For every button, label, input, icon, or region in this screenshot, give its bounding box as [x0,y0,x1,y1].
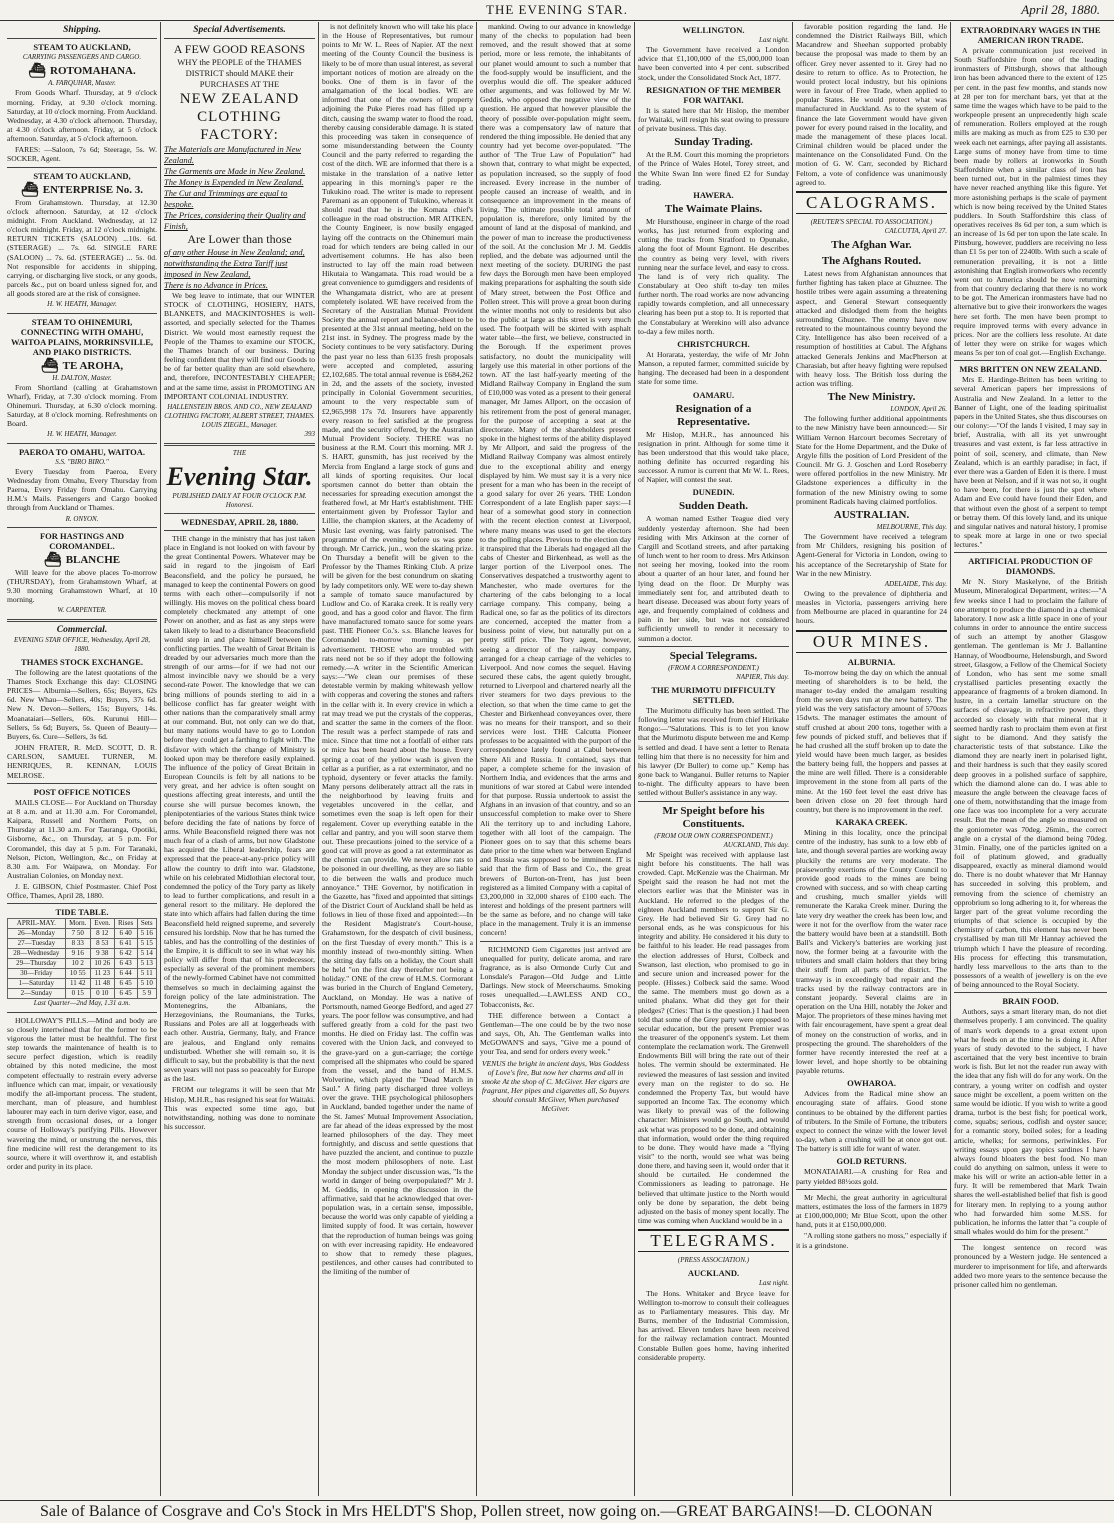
article-text: A private communication just received in South Staffordshire from one of the leading ironmasters of Pittsburgh, shows that although iron has been advanced there to the extent of 125 per cent. in the past few months, and stands now at 28 per ton for merchant bars, yet that at the same time the wages which have to be paid to the workpeople present an unprecedently high scale of remuneration. Rollers employed at the rough mills are making as much as from £25 to £30 per week each net earnings, after paying all assistants. Large sums of money have from time to time been made by rollers at ironworks in South Staffordshire when a similar class of iron has been turned out, but in the palmiest times they have never reached anything like this figure. Yet more astonishing perhaps is the scale of payment which is now being received by the United States puddlers. In South Staffordshire this class of operatives receives 8s 6d per ton, a sum which is an increase of 1s 6d per ton upon the late scale. In Pittsburg, however, puddlers are receiving no less than £1 5s per ton of 2240lb. With such a scale of remuneration prevailing, it is not a little astonishing that English ironworkers who recently went out to America should be now returning from that country declaring that there is no work to be got. The American ironmasters have had no alternative but to give their ironworkers the wages here set forth. The men have been prompt to require improved terms with every advance in prices. Nor are the colliers less resolute. At date of letter they were on strike for wages which means 5s per ton of coal got.—English Exchange. [954,46,1107,358]
tea-ad: THE difference between a Contact a Gentleman—The one could be by the two nose and says, Oh, Ah. The Gentleman walks into McGOWAN'S and says, "Give me a pound of your Tea, and send for orders every week." [480,1010,631,1057]
stock-quotes: The following are the latest quotations of the Thames Stock Exchange this day: CLOSING PRICES— Alburnia—Sellers, 65s; Buyers, 62s 6d. New Whau—Sellers, 40s; Buyers, 37s 6d. New N. Devon—Sellers, 15s; Buyers, 14s. Moanataiari—Sellers, 60s. Kurunui Hill—Sellers, 5s 6d; Buyers, 5s. Queen of Beauty—Buyers, 6s. Cure—Sellers, 3s 6d. [7,667,157,741]
tide-cell: 28—Wednesday [8,949,66,959]
section-heading: Mr Speight before his Constituents. [662,804,765,830]
telegram-text: The Government have received a London advice that £1,100,000 of the £5,000,000 loan have been converted into 4 per cent. subscribed stock, under the Consolidated Stock Act, 1877. [638,45,789,82]
sailing-times: Every Tuesday from Paeroa, Every Wednesday from Omahu, Every Thursday from Paeroa, Every Friday from Omahu. Carrying H.M.'s Mails. Passengers and Cargo booked through from Auckland or Thames. [7,466,157,513]
tide-column-header: Morn. [65,919,90,929]
section-source: (FROM A CORRESPONDENT.) [668,663,759,672]
divider [7,443,157,444]
telegram-text: Mr Hursthouse, engineer in charge of the road works, has just returned from exploring and cutting the tracks from Stratford to Opunake, along the foot of Mount Egmont. He describes the country as being very level, with rivers running near the surface level, and easy to cross. The land is of very rich quality. The Constabulary at Oeo shift to-day ten miles further north. The road works are now advancing rapidly towards completion, and all unnecessary clearing has been put a stop to. It is reported that the Constabulary at Werekino will also advance to-day a few miles north. [638,216,789,336]
cable-heading: The New Ministry. [827,391,916,404]
tide-cell: 8 33 [65,939,90,949]
article-text: Mrs E. Hardinge-Britten has been writing to several American papers her impressions of Australia and New Zealand. In a letter to the Banner of Light, one of the leading spiritualist papers in the United States, she thus discourses on our colony:—"Of the lands I visited, I may say in brief, Australia, with all its yet unwrought treasures and vast extent, is far less attractive in point of soil, scenery, and climate, than New Zealand, which is an earthly paradise; in fact, if ever there was a Garden of Eden it is there. I must have been at Nelson, and if it was not so, it ought to have been, for there is just the spot where Adam and Eve could have found their Eden, and that without even the ghost of a serpent to tempt or betray them. Of this lovely land, and its unique and singular natives and natural history, I promise to speak more at large in one or two special lectures." [954,375,1107,550]
section-source: (PRESS ASSOCIATION.) [677,1256,750,1265]
ship-master: H. DALTON, Master. [52,373,112,382]
ad-number: 393 [304,430,315,439]
telegram-text: A woman named Esther Teague died very suddenly yesterday afternoon. She had been residing with Mrs Atkinson at the corner of Cargill and Scotland streets, and after partaking of lunch went to her room to dress. Mrs Atkinson not seeing her moving, looked into the room about a quarter of an hour later, and found her lying dead on the floor. Dr Murphy was immediately sent for, and attributed death to heart disease. Deceased was about forty years of age, and frequently complained of coldness and pain in her side, but was not considered sufficiently unwell to render it necessary to summon a doctor. [638,514,789,643]
divider [7,313,157,314]
tide-cell: 6 42 [114,949,137,959]
telegram-text: At the R.M. Court this morning the proprietors of the Prince of Wales Hotel, Torey street, and the White Swan Inn were fined £2 for Sunday trading. [638,150,789,187]
tide-cell: 26—Monday [8,929,66,939]
telegram-text: At Horarata, yesterday, the wife of Mr John Manson, a reputed farmer, committed suicide by hanging. The deceased had been in a despondent state for some time. [638,349,789,387]
masthead [0,0,1114,21]
dateline: DUNEDIN. [692,487,735,498]
tide-cell: 10 26 [90,959,114,969]
divider [7,527,157,528]
issue-date: April 28, 1880. [1021,2,1100,17]
steamer-icon: ⛴ [40,358,59,374]
filler-paragraph: Mr Mechi, the great authority in agricultural matters, estimates the loss of the farmers in 1879 at £100,000,000; Mr Blue Scott, upon the other hand, puts it at £150,000,000. [796,1192,947,1230]
paper-nameplate: Evening Star. [166,461,313,491]
article-heading: BRAIN FOOD. [1002,996,1059,1007]
dateline-time: CALCUTTA, April 27. [884,226,947,235]
dateline: OAMARU. [692,389,735,400]
tide-cell: 5 14 [137,949,157,959]
ad-title: FOR HASTINGS AND COROMANDEL. [39,530,125,551]
section-heading: OUR MINES. [796,630,947,653]
sailing-times: From Grahamstown. Thursday, at 12.30 o'clock afternoon. Saturday, at 12 o'clock midnight. From Auckland. Wednesday, at 12 o'clock midnight. Friday, at 12 o'clock midnight. RETURN TICKETS (SALOON) ...10s. 6d. (STEERAGE) ... 7s. 6d. SINGLE FARE (SALOON) ... 7s. 6d. (STEERAGE) ... 5s. 0d. Not responsible for accidents in shipping, carrying, or discharging live stock, or any goods, parcels &c., put on board unless signed for, and all goods stored are at the risk of consignee. [7,197,157,299]
ship-master: A. FARQUHAR, Master. [48,79,116,88]
ad-title: STEAM TO AUCKLAND, [33,170,131,181]
page-columns [4,22,1110,1496]
divider [954,360,1107,361]
moon-phase-note: Last Quarter—2nd May, 1.31 a.m. [33,999,131,1008]
mine-heading: KARAKA CREEK. [835,817,908,828]
fares: FARES: —Saloon, 7s 6d; Steerage, 5s. W. SOCKER, Agent. [7,145,157,164]
ad-title: STEAM TO AUCKLAND, [33,42,131,52]
ad-subtitle: CARRYING PASSENGERS AND CARGO. [22,53,142,61]
newspaper-title: THE EVENING STAR. [486,2,628,17]
tide-column-header: Even. [90,919,114,929]
tide-cell: 5 16 [137,929,157,939]
tide-cell: 5 9 [137,989,157,999]
agent: R. ONYON. [65,514,99,523]
steamer-icon: ⛴ [28,64,47,80]
telegram-heading: Sunday Trading. [674,136,753,149]
tide-column-header: APRIL-MAY. [8,919,66,929]
column-local-news [318,22,476,1496]
tobacconist-ad: RICHMOND Gem Cigarettes just arrived are unequalled for purity, delicate aroma, and rare fragrance, as is also Ormonde Curly Cut and Lonsdale's Paragon—Old Judge and Little Darlings. New stock of Meerschaums. Smoking roses unequalled.—LAWLESS AND CO., Tobacconists, &c. [480,944,631,1009]
cable-text: Owing to the prevalence of diphtheria and measles in Victoria, passengers arriving here from Melbourne are placed in quarantine for 24 hours. [796,588,947,626]
tide-column-header: Rises [114,919,137,929]
tide-row [8,939,157,949]
divider [164,443,315,446]
dateline-time: AUCKLAND, This day. [723,840,789,849]
tide-cell: 5 11 [137,969,157,979]
tide-table [7,918,157,999]
sailing-times: From Goods Wharf. Thursday, at 9 o'clock morning. Friday, at 9.30 o'clock morning. Saturday, at 10 o'clock morning. From Auckland. Wednesday, at 4.30 o'clock afternoon. Thursday, at 4.30 o'clock afternoon. Friday, at 5 o'clock afternoon. Saturday, at 5 o'clock afternoon. [7,88,157,144]
telegram-text: The Hons. Whitaker and Bryce leave for Wellington to-morrow to consult their colleagues as to Parliamentary measures. This day. Mr Burns, member of the Industrial Commission, has arrived. Eleven tenders have been received for the railway reclamation contract. Mounted Constable Bullen goes home, having inherited considerable property. [638,1288,789,1362]
section-source: (REUTER'S SPECIAL TO ASSOCIATION.) [810,217,933,226]
divider [7,783,157,784]
tide-cell: 6 45 [114,979,137,989]
divider [954,552,1107,553]
tide-column-header: Sets [137,919,157,929]
mine-report: MONATAIARI.—A crushing for Rea and party yielded 88½ozs gold. [796,1167,947,1186]
tide-row [8,969,157,979]
local-paragraphs: is not definitely known who will take his place in the House of Representatives, but rumour points to Mr W. L. Rees of Napier. AT the next meeting of the County Council the business is likely to be of more than usual interest, as several important notices of motion are already on the books. One of them is in favor of the amalgamation of the local bodies. WE are informed that one of the owners of property adjoining the Puke Pieres road has filled up a ditch, causing the swamp water to flood the road, thereby causing considerable damage. It is stated this proceeding was taken in consequence of some misunderstanding between the County Council and the party referred to regarding the cost of the ditch. WE are informed that there is a mistake in the translation of a native letter appearing in this morning's paper re the Tukukino road. The writer is made to represent Paremani as an opponent of Tukukino, whereas it should read that he is the Komata chief's colleague in the road obstruction. MR AITKEN, the County Engineer, is now busily engaged laying off the contracts on the Ohinemuri main road for which tenders are being called in our advertisement columns. He has also been instructed to lay off the main road between Hikutaia to Wangamata. This road would be a great convenience to gumdiggers and residents of the Whangamata district, who are at present completely isolated. WE have received from the Secretary of the Australian Mutual Provident Society the annual report and balance-sheet to be presented at the 31st annual meeting, held on the 21st inst. in Sydney. The progress made by the Society continues to be very satisfactory. During the past year no less than 6135 fresh proposals were accepted and completed, assuring £2,102,685. The total annual revenue is £684,262 in 2d, and the assets of the society, invested principally in Colonial Government securities, amount to the very respectable sum of £2,965,998 17s 7d. Insurers have apparently every reason to feel satisfied at the progress made, and the security offered, by the Australian Mutual Provident Society. THERE was no business at the R.M. Court this morning. MR J. S. HART, gunsmith, has just received by the Mercia from England a large stock of guns and all kinds of sporting requisites. Our local sportsmen cannot do better than obtain the necessaries for spreading execution amongst the feathered fowl, at Mr Hart's establishment. THE entertainment given by Professor Taylor and Lillie, the champion skaters, at the Academy of Music last evening, was fairly patronised. The programme of the evening before us was gone through. Mr Carrick, jun., won the skating prize. On Thursday a benefit will be given to the Professor by the Thames Rinking Club. A prize will be given for the best conundrum on skating by lady competitors only. WE were to-day shewn a sample of tomato sauce manufactured by Ludlow and Co. of Karaka creek. It is really very good, and has a good color and flavor. The firm have manufactured tomato sauce for some years past. THE Pioneer Co.'s. s.s. Blanche leaves for Coromandel to-morrow morning as per advertisement. THOSE who are troubled with rats need not be so if they adopt the following remedy.—A writer in the Scientific American says:—"We clean our premises of these detestable vermin by making whitewash yellow with copperas and covering the stones and rafters in the cellar with it. In every crevice in which a rat may tread we put the crystals of the copperas, and scatter the same in the corners of the floor. The result was a perfect stampede of rats and mice. Since that time not a footfall of either rats or mice has been heard about the house. Every spring a coat of the yellow wash is given the cellar as a purifier, as a rat exterminator, and no typhoid, dysentery or fever attacks the family. Many persons deliberately attract all the rats in the neighborhood by leaving fruits and vegetables uncovered in the cellar, and sometimes even the soap is left open for their regalement. Cover up everything eatable in the cellar and pantry, and you will soon starve them out. These precautions joined to the service of a good cat will prove as good a rat exterminator as the chemist can provide. We never allow rats to be poisoned in our dwelling, as they are so liable to die between the walls and produce much annoyance." THE Governor, by notification in the Gazette, has "fixed and appointed that sittings of the District Court of Auckland shall be held as follows in lieu of those fixed and appointed:—In the Resident Magistrate's Court-house, Grahamstown, for the despatch of civil business, on the first Tuesday of every month." This is a monthly instead of two-monthly sitting. When the sitting day falls on a holiday, the Court shall be held "on the first day thereafter not being a holiday." ONE of the crew of H.M.S. Cormorant was buried in the Church of England Cemetery, Auckland, on Monday. He was a native of Portsmouth, named George Bedford, and aged 27 years. The poor fellow was consumptive, and had suffered greatly from a cold for the past two months. He died on Friday last. The coffin was covered with the Union Jack, and conveyed to the grave-yard on a gun-carriage; the cortège comprised all the shipmates who could be spared from the vessel, and the band of H.M.S. Wolverine, which played the "Dead March in Saul." A firing party discharged three volleys over the grave. THE psychological philosophers in Auckland, banded together under the name of the St. James' Mutual Improvement Association, are far ahead of the ideas expressed by the most learned philosophers of the day. They meet fortnightly, and discuss and settle questions that have puzzled the ancient, and continue to puzzle the most modern philosophers of note. Last Monday the subject under discussion was, "Is the world in danger of being overpopulated?" Mr J. M. Geddis, in opening the discussion in the affirmative, said that he acknowledged that over-population was, in a certain sense, impossible, because the world was only capable of yielding a limited supply of food. It was certain, however that the reproduction of human beings was going on with ever increasing rapidity. He endeavored to show that to remedy these plagues, pestilences, and other causes had contributed to the limiting of the number of [322,22,473,1277]
divider [7,167,157,168]
tide-cell: 10 2 [65,959,90,969]
mine-heading: GOLD RETURNS. [836,1156,907,1167]
telegram-text: It is stated here that Mr Hislop, the member for Waitaki, will resign his seat owing to pressure of private business. This day. [638,105,789,134]
mine-report: To-morrow being the day on which the annual meeting of shareholders is to be held, the manager to-day ended the amalgam resulting from the seven days run at the new battery. The yield was the very satisfactory amount of 570ozs 15dwts. The manager estimates the amount of stuff crushed at about 200 tons, together with a few pounds of picked stuff, and believes that if he had crushed all the stuff broken up to date the yield would have been much larger, as besides the battery being full, the hoppers and passes at the mine are well filled. There is a considerable improvement in the stone from all parts of the mine. At the 160 feet level the east drive has been driven close on 20 feet through hard country, but there is no improvement in the reef. [796,667,947,814]
tide-cell: 6 44 [114,969,137,979]
section-source: (FROM OUR OWN CORRESPONDENT.) [654,831,773,840]
reason-item: The Materials are Manufactured in New Zealand. [164,144,302,165]
tide-cell: 29—Thursday [8,959,66,969]
leading-article: THE change in the ministry that has just taken place in England is not looked on with favour by the great Continental Powers. Whatever may be said in regard to the jingoism of Earl Beaconsfield, and the policy he pursued, he managed to keep the continental Powers on good terms with each other—compulsorily if not willingly. His moves on the political chess board completely checkmated any attempt of one Power on another, and as fast as any steps were taken likely to lead to a disturbance Beaconsfield would step in and place himself between the conflicting parties. The wealth of Great Britain is dreaded by our adversaries much more than the strength of our arms—for if we had not our almost invincible navy we should be a very second-rate Power. The knowledge that we can bring millions of pounds sterling to aid in a bellicose conflict has far greater weight with other nations than the comparatively small army at our command. But, not only can we do that, but many nations would have to go to London before they could get a farthing to fight with. The disfavor with which the change of Ministry is looked upon may be therefore easily explained. The influence of the policy of Great Britain in European Councils is felt by all nations to be very great, and her advice is often sought on questions affecting great interests, and until the course she will pursue becomes known, the plenipotentiaries of the various States think twice before deciding the fate of nations by force of arms. While Beaconsfield reigned there was not much fear of a clash of arms, but now Gladstone has acquired the Liberal leadership, fears are expressed that the peace-at-any-price policy will allow the country to drift into war. Gladstone, while on his celebrated Midlothian electoral tour, condemned the policy of the Tory party as likely to lead to further complications, and result in a general resort to the military. He deplored the state into which affairs had fallen during the time Beaconsfield held reigned supreme, and severely censured his lordship. Now that he has turned the tables, and has the controlling of the destinies of the Empire, it is difficult to see in what way his policy will differ from that of his predecessor, especially as several of the prominent members of the newly-formed Cabinet have not committed themselves so much in declaiming against the foreign policy of the late administration. The Montenegrins, the Albanians, the Herzegovinians, the Roumanians, the Turks, Russians and Poles are all at loggerheads with each other. Austria, Germany, Italy, and France are jealous, and England only remains undisturbed. Whether she will remain so, it is difficult to say, but the probability is that the next seven years will not pass so peaceably for Europe as the last. [164,533,315,1084]
reason-item: The Garments are Made in New Zealand. [164,166,306,176]
editorial-date: WEDNESDAY, APRIL 28, 1880. [180,516,299,527]
divider [164,513,315,514]
divider [796,1189,947,1190]
cable-text: Latest news from Afghanistan announces that further fighting has taken place at Ghuznee. The hostile tribes were again assuming a threatening aspect, and General Stewart consequently attacked and dislodged them from the heights surrounding Ghuznee. The enemy have now retreated to the mountainous country beyond the City. Intelligence has also been received of a resumption of hostilities at Cabul. The Afghans attacked Generals Jenkins and MacPherson at Charasiab, but after heavy fighting were repulsed with heavy loss. The British loss during the action was trifling. [796,269,947,388]
news-paragraphs: mankind. Owing to our advance in knowledge many of the checks to population had been removed, and the result showed that at some period, more or less remote, the inhabitants of our planet would amount to such a number that the food-supply would be insufficient, and the overplus would die off. The speaker adduced other arguments, and was followed by Mr W. Geddis, who opposed the negative view of the question. He argued that however plausible the theory of possible over-population might seem, there was a compensatory law of nature that rendered the thing impossible. He denied that any country had yet become over-populated. "The author of 'The True Law of Population'" had shown that, contrary to what might be expected, as population increased, so the supply of food increased. Every increase in the number of people caused an increase of wealth, and in consequence an improvement in the means of living. The ultimate possible total amount of population is, therefore, only limited by the amount of land at the disposal of mankind, and the power of man to increase the productiveness of the soil. At the conclusion Mr J. M. Geddis replied, and the debate was adjourned until the next meeting of the society. DURING the past few days the Borough men have been employed making preparations for asphalting the south side of Mary street, between the Post Office and Pollen street. This will prove a great boon during the winter months not only to residents but also to the public at large as this street is very much used. The footpath will be skirted with asphalt water table—the first, we believe, constructed in the Borough. If the experiment proves satisfactory, no doubt the municipality will largely use this material in other portions of the town. AT the last half-yearly meeting of the Midland Railway Company in England the sum of £10,000 was voted as a present to their general manager, Mr James Allport, on the occasion of his retirement from the post of general manager, for the purpose of accepting a seat at the directorate. Many of the shareholders present spoke in the highest terms of the ability displayed by Mr Allport, and said the progress of the Midland Railway Company was almost entirely due to the exceptional ability and energy displayed by him. We must say it is a very nice present for a man who has been in the receipt of a good salary for over 26 years. THE London Correspondent of a late English paper says:—I hear of a somewhat good story in connection with the recent election contest at Liverpool, where many means was used to get the electors to the polling places. Previous to the election day it transpired that the Liberals had engaged all the cabs of Chester and Birkenhead, as well as the larger portion of the Liverpool ones. The Conservatives despatched a trustworthy agent to Manchester, who made overtures for the chartering of the cabs belonging to a local carriage company. This company, being a Radical one, so far as the politics of its directors are concerned, accepted the matter from a business point of view, but naturally put on a pretty stiff price. The Tory agent, however, seeing a director of the railway company, arranged for a cheap carriage of the vehicles to Liverpool. And now comes the sequel. Having secured these cabs, the agent quietly brought, returned to Liverpool and chartered nearly all the river steamers for two days previous to the election, so that when the time came to get the Chester and Birkenhead conveyances over, there was no means for their transport, and so their services were lost. THE Calcutta Pioneer professes to be acquainted with the purport of the correspondence lately found at Cabul between Shere Ali and Russia. It contained, says that paper, a complete scheme for the invasion of Northern India, and evidences that the arms and munitions of war stored at Cabul were intended for that purpose. Russia undertook to assist the Afghans in an invasion of that country, and so an unsuccessful completion to make over to Shere Ali the territory up to and including Lahore, together with all loot of the campaign. The Pioneer goes on to say that this scheme bears date prior to the time when war between England and Russia was supposed to be imminent. IT is said that the firm of Bass and Co., the great brewers of Burton-on-Trent, has just been registered as a limited Company with a capital of £3,200,000 in 32,000 shares of £100 each. The interest and holdings of the present partners will be the same as before, and no change will take place in the management. Truly it is an immense concern! [480,22,632,938]
divider [7,903,157,904]
column-telegrams [634,22,792,1496]
reason-item: The Money is Expended in New Zealand. [164,177,304,187]
editorial-note: FROM our telegrams it will be seen that Mr Hislop, M.H.R., has resigned his seat for Waitaki. This was expected some time ago, but notwithstanding, nothing was done to nominate his successor. [164,1085,315,1131]
section-heading: Special Telegrams. [669,649,758,662]
telegram-heading: RESIGNATION OF THE MEMBER FOR WAITAKI. [646,84,781,105]
reason-item: The Prices, considering their Quality and Finish, [164,210,306,231]
publication-note: PUBLISHED DAILY AT FOUR O'CLOCK P.M. [172,491,307,500]
tide-cell: 5 15 [137,939,157,949]
cigar-verse: VENUS the bright in ancient days, Was Goddess of Love's fire, But now her charms and all in smoke At the shop of C. McGiver. Her cigars are fragrant, Her pipes and cigarettes all, So buyers should consult McGiver, When purchased McGiver. [481,1058,630,1114]
tide-cell: 6 45 [114,989,137,999]
tide-cell: 2—Sunday [8,989,66,999]
section-heading: Shipping. [63,25,101,35]
tide-cell: 8 53 [90,939,114,949]
sailing-times: From Shortland (calling at Grahamstown Wharf), Friday, at 7.30 o'clock morning. From Ohinemuri. Thursday, at 6.30 o'clock morning. Saturday, at 8 o'clock morning. Refreshments on Board. [7,382,157,429]
steamer-icon: ⛴ [20,182,39,198]
tide-cell: 5 13 [137,959,157,969]
dateline-time: ADELAIDE, This day. [884,579,947,588]
ad-firm: HALLENSTEIN BROS. AND CO., NEW ZEALAND CLOTHING FACTORY, ALBERT STREET, THAMES. [164,402,315,421]
ad-subtitle: S.S. "BIRO BIRO." [55,457,109,466]
ad-intro: WHY the PEOPLE of the THAMES DISTRICT should MAKE their PURCHASES AT THE [177,57,302,89]
ad-emphasis: Are Lower than those [187,232,292,246]
mine-heading: ALBURNIA. [847,656,896,667]
tide-cell: 9 38 [90,949,114,959]
cable-heading: The Afghan War. [831,239,912,252]
tide-cell: 0 15 [65,989,90,999]
section-heading: Commercial. [56,624,108,635]
ad-title: PAEROA TO OMAHU, WAITOA. [18,446,146,457]
tide-cell: 27—Tuesday [8,939,66,949]
dateline: CHRISTCHURCH. [677,338,750,349]
cable-heading: AUSTRALIAN. [833,508,910,521]
telegram-heading: THE MURIMOTU DIFFICULTY SETTLED. [651,684,776,705]
column-miscellany [950,22,1110,1496]
section-heading: TELEGRAMS. [638,1229,789,1252]
article-heading: TIDE TABLE. [55,907,109,918]
filler-paragraph: "A rolling stone gathers no moss," especially if it is a grindstone. [796,1231,947,1250]
tide-cell: 9 16 [65,949,90,959]
cable-heading: The Afghans Routed. [821,255,922,268]
divider [638,646,789,647]
mine-report: Mining in this locality, once the principal centre of the industry, has sunk to a low ebb of late, and though several parties are working away pluckily the returns are very moderate. The praiseworthy exertions of the County Council to provide good roads to the mines are being crowned with success, and so with cheap carting and crushing, much smaller yields will remunerate the Karaka Creek miner. During the late very dry weather the creek has been low, and were it not for the overflow from the water race the battery would have been at a standstill. Both Ball's and Vickery's batteries are working just now, the former being at a favourite with the tributers and small claim holders that they bring their stuff from all parts of the district. The tramway is in exceedingly bad repair and the tracks used by the railway contractors are in constant jeopardy. Several claims are in operation on the Una Hill, notably the Joker and Major. The proprietors of these mines having met with fair encouragement, have spent a great deal of money on the construction of works, and in prospecting the ground. The shareholders of the former have recently interested the reef at a lower level, and hope shortly to be obtaining payable returns. [796,828,947,1076]
article-text: Mr N. Story Maskelyne, of the British Museum, Mineralogical Department, writes:—"A few weeks since I had to proclaim the failure of one attempt to produce the diamond in a chemical laboratory. I now ask a little space in one of your columns in order to announce the entire success of such an attempt by another Glasgow gentleman. The gentleman is Mr J. Ballantine Hannay, of Woodbourne, Helensburgh, and Sword street, Glasgow, a Fellow of the Chemical Society of London, who has sent me some small crystallised particles presenting exactly the appearance of fragments of a broken diamond. In lustre, in a certain lamellar structure on the surfaces of cleavage, in refractive power, they accorded so closely with that mineral that it seemed hardly rash to proclaim them even at first sight to be diamond. And they satisfy the characteristic tests of that substance. Like the diamond they are nearly inert in polarised light, and their hardness is such that they easily scored deep grooves in a polished surface of sapphire, which the diamond alone can do. I was able to measure the angle between the cleavage faces of one of them, notwithstanding that the image from one face was too incomplete for a very accurate result. But the mean of the angle so measured on the goniometer was 70deg. 26min., the correct angle on a crystal of the diamond being 70deg. 31min. Finally, one of the particles ignited on a foil of platinum glowed, and gradually disappeared, exactly as mineral diamond would do. There is no doubt whatever that Mr Hannay has succeeded in solving this problem, and removing from the science of chemistry an opprobrium so long adhering to it, for whereas the larger part of the great volume recording the triumphs of that science is occupied by the chemistry of carbon, this element has never been crystallised by man till Mr Hannay achieved the triumph which I have the pleasure of recording. His process for effecting this transmutation, hardly less marvellous to the arts than to the possessors of a wealth of jewellery is on the eve of being announced to the Royal Society. [954,577,1107,990]
telegram-text: Mr Speight was received with applause last night before his constituents. The hall was crowded. Capt. McKenzie was the Chairman. Mr Speight said the reason he had not met the electors earlier was that the Minister was in Auckland. He referred to the pledges of the eighteen Auckland members to support Sir G. Grey. He had believed Sir G. Grey had no personal ends, as he was conspicuous for his integrity and ability. He considered it his duty to be faithful to his leader. He read passages from the election addresses of Hurst, Colbeck and Swanson, last election, who promised to go in and secure union and increased power for the people. (Hisses.) Colbeck said the same. Wood the same. The members must go down as a united phalanx. What did they get for their pledges? (Cries: That is the question.) I had been told that some of the Grey party were opposed to secular education, but the present Premier was the treasurer of the opponent's system. Let them contemplate the reclamation work. The Grenwell Endowments Bill will bring the rate out of their holes. The vermin should be exterminated. He reviewed the measures of last session and invited every man on the register to do so. He condemned the Property Tax, but would have supported an Income Tax. The economy which was likely to prevail was of the following character: Ministers would go South, and would ask what was proposed to be done, and obtaining that information, would order the thing required to be done. They would have made a "flying visit" to the north, would see what was being done there, and having seen it, would order that it should be curtailed. He condemned the Commissioners as leading to patronage. He believed that ultimate justice to the North would only be done by separation, the debt being adjusted on the basis of money spent locally. The time was coming when Auckland would be in a [638,849,789,1226]
ad-company: NEW ZEALAND CLOTHING FACTORY: [179,91,300,143]
agent: H. W. HEATH, Manager. [47,430,117,439]
section-heading: Special Advertisements. [193,25,286,35]
tide-cell: 5 10 [137,979,157,989]
footer-advertisement: Sale of Balance of Cosgrave and Co's Stock in Mrs HELDT'S Shop, Pollen street, now going on.—GREAT BARGAINS!—D. CLOONAN [0,1500,1114,1523]
ship-name: ⛴ ENTERPRISE No. 3. [20,182,144,198]
tide-cell: 6 41 [114,939,137,949]
dateline-time: Last night. [759,36,789,44]
article-heading: THAMES STOCK EXCHANGE. [21,656,143,667]
dateline-time: LONDON, April 26. [890,405,947,414]
ad-body: We beg leave to intimate, that our WINTER STOCK of CLOTHING, HOSIERY, HATS, BLANKETS, and MACKINTOSHES is well-assorted, and specially selected for the Thames District. We would most earnestly request the People of the Thames to examine our STOCK, the Thames branch of our business. During feeling confident that they will find our Goods to be of far better quality than are sold elsewhere, and, therefore, INCONTESTABLY CHEAPER; and at the same time, assist in PROMOTING AN IMPORTANT COLONIAL INDUSTRY. [164,291,315,401]
reason-item: The Cut and Trimmings are equal to bespoke. [164,188,288,209]
tide-cell: 6 40 [114,929,137,939]
telegram-heading: Resignation of a Representative. [675,402,752,428]
dateline: WELLINGTON. [682,25,745,35]
mine-report: Advices from the Radical mine show an encouraging state of affairs. Good stone continues to be obtained by the different parties of tributers. In the Smile of Fortune, the tributers expect to connect the winze with the lower level to-day, when a crushing will be at once got out. The battery is still idle for want of water. [796,1089,947,1154]
article-text: Authors, says a smart literary man, do not diet themselves properly. I am convinced. The quality of man's work depends to a great extent upon what he feeds on at the time he is doing it. After years of study devoted to the subject, I have ascertained that the very best incentive to brain work is fish. But let not the reader run away with the idea that any fish will do for any work. On the contrary, a young writer on codfish and oyster sauce might be excellent, a poem written on the same would be idiotic. If you wish to write a good drama, turbot is the best fish; for poetical work, come, squabs; serious, codfish and oyster sauce; for a romantic story, boiled soles; for a leading article, whelks; for sermons, periwinkles. For writing essays upon gay topics sardines I have always found bloaters the best food. No man could do anything on salmon, unless it were to make his will or write an action-able letter in a fury. It will be remembered that Mark Twain shares the well-established belief that fish is good for literary men. In replying to a young author who had forwarded him some M.SS. for publication, he informs the latter that "a couple of small whales would do him for the present." [954,1007,1107,1237]
column-shipping [4,22,160,1496]
tide-cell: 6 43 [114,959,137,969]
tide-cell: 7 50 [65,929,90,939]
tide-row [8,949,157,959]
steamer-icon: ⛴ [43,552,62,568]
tide-cell: 11 48 [90,979,114,989]
dateline-time: MELBOURNE, This day. [876,522,947,531]
ad-manager: LOUIS ZIEGEL, Manager. [201,421,278,430]
tide-cell: 1—Saturday [8,979,66,989]
section-heading: CALOGRAMS. [796,191,947,214]
advertisement-holloway: HOLLOWAY'S PILLS.—Mind and body are so closely intertwined that for the former to be vigorous the latter must be healthful. The first step towards the maintenance of health is to secure perfect digestion, which is readily obtained by this noted medicine, the most competent effectually to restrain every adverse influence which can mar, impair, or vexatiously modify the all-important process. The student, merchant, man of pleasure, and humblest labourer may each in turn derive vigor, ease, and strength from occasional doses, or a longer course of Holloway's purifying Pills. However wavering the mind, or unstrung the nerves, this fine medicine will rest the derangement to its source, where it will overthrow it, and establish order and purity in its place. [7,1015,157,1172]
agent: H. W. HEATH, Manager. [47,300,117,309]
article-heading: EXTRAORDINARY WAGES IN THE AMERICAN IRON TRADE. [960,25,1101,45]
office-dateline: EVENING STAR OFFICE, Wednesday, April 28, 1880. [14,635,150,653]
divider [954,992,1107,993]
divider [7,619,157,622]
clothing-factory-ad [164,42,315,291]
tide-cell: 0 10 [90,989,114,999]
tide-cell: 11 23 [90,969,114,979]
divider [638,801,789,802]
tide-cell: 8 12 [90,929,114,939]
cable-text: The Government have received a telegram from Mr Childers, resigning his position of Agent-General for Victoria in London, owing to his acceptance of the Secretaryship of State for War in the new Ministry. [796,532,947,578]
tide-row [8,979,157,989]
sailing-times: Will leave for the above places To-morrow (THURSDAY), from Grahamstown Wharf, at 9.30 morning Grahamstown Wharf, at 10 morning. [7,567,157,605]
postmaster-signature: J. E. GIBSON, Chief Postmaster. Chief Post Office, Thames, April 28, 1880. [7,882,157,901]
tide-row [8,959,157,969]
mine-heading: OWHAROA. [847,1078,896,1089]
paper-motto: Honoresi. [225,500,254,509]
telegram-heading: The Waimate Plains. [664,202,763,215]
dateline: AUCKLAND. [687,1268,740,1279]
tide-cell: 11 42 [65,979,90,989]
ad-emphasis-detail: of any other House in New Zealand; and, notwithstanding the Extra Tariff just imposed in New Zealand, [164,247,305,279]
divider [164,38,315,39]
telegram-text: favorable position regarding the land. He condemned the District Railways Bill, which Macandrew and Sheehan supported probably because the proposal was made to them by an officer. Grey never assented to it. Grey had no desire to return to office. As to Protection, he would protect local industry, but his opinions were in favour of Free Trade, when applied to popular States. He would protect what was manufactured in Auckland. As to the system of finance the late Government would have given power for every pound raised in the locality, and made the management of these places local. Criminal children would be placed under the maintenance on the Consolidated Fund. On the motion of G. W. Carr, seconded by Richard Feltom, a vote of confidence was unanimously agreed to. [796,22,947,187]
mail-notices: MAILS CLOSE— For Auckland on Thursday at 8 a.m. and at 11.30 a.m. For Coromandel, Kaipara, Russell and Northern Ports, on Thursday at 11.30 a.m. For Tauranga, Opotiki, Gisborne, &c., on Thursday, at 5 p.m. For Coromandel, this day at 5 p.m. For Taranaki, Nelson, Picton, Wellington, &c., on Friday at 8.30 a.m. For Waipawa, on Monday. For Australian Colonies, on Monday next. [7,797,157,880]
agent: W. CARPENTER. [57,606,107,615]
article-text: The longest sentence on record was pronounced by a Western judge. He sentenced a murderer to imprisonment for life, and afterwards added two more years to the sentence because the prisoner called him no gentleman. [954,1243,1107,1289]
tide-cell: 10 55 [65,969,90,979]
ad-title: STEAM TO OHINEMURI, CONNECTING WITH OMAHU, WAITOA PLAINS, MORRINSVILLE, AND PIAKO DISTRICTS. [10,316,153,357]
article-heading: ARTIFICIAL PRODUCTION OF DIAMONDS. [968,556,1093,577]
divider [954,1239,1107,1240]
broker-list: JOHN FRATER, R. McD. SCOTT, D. R. CARLSON, SAMUEL TURNER, M. HENRIQUES, R. KENNAN, LOUIS MELROSE. [7,743,157,780]
telegram-text: The Murimotu difficulty has been settled. The following letter was received from chief Hirikake Rongo:—"Salutations. This is to let you know that the Murimotu dispute between me and Kemp is settled and dead. I have sent a letter to Renata telling him that there is no necessity for him and his lawyer (Dr Buller) to come up." Kemp has gone back to Wanganui. Buller returns to Napier to-night. The difficulty appears to have been settled without Buller's assistance in any way. [638,705,789,798]
telegram-heading: Sudden Death. [678,500,749,513]
divider [7,1012,157,1013]
tide-row [8,929,157,939]
divider [480,941,631,942]
paper-article: THE [232,448,247,457]
tide-cell: 30—Friday [8,969,66,979]
dateline-time: Last night. [759,1279,789,1288]
article-heading: MRS BRITTEN ON NEW ZEALAND. [959,364,1102,375]
cable-text: The following further additional appointments to the new Ministry have been announced:— Sir William Vernon Harcourt becomes Secretary of State for the Home Department, and the Duke of Argyle fills the position of Lord President of the Council. Mr G. J. Goschen and Lord Roseberry were offered portfolios in the new Ministry. Mr Gladstone experiences a difficulty in the formation of the new Ministry owing to some prominent Radicals having claimed portfolios. [796,414,947,506]
ship-name: ⛴ TE AROHA, [40,358,124,374]
dateline: HAWERA. [693,189,734,200]
ship-name: ⛴ BLANCHE [43,552,121,568]
article-heading: POST OFFICE NOTICES [33,786,131,797]
column-news-continued [476,22,634,1496]
ad-no-advance: There is no Advance in Prices. [164,280,268,290]
column-cables-mines [792,22,950,1496]
dateline-time: NAPIER, This day. [736,672,789,681]
ship-name: ⛴ ROTOMAHANA. [28,64,136,80]
column-ads-editorial [160,22,318,1496]
divider [164,530,315,531]
ad-title: A FEW GOOD REASONS [173,42,306,56]
telegram-text: Mr Hislop, M.H.R., has announced his resignation in print. Although for some time it has been understood that this would take place, nothing definite has occurred regarding his successor. A rumor is current that Mr W. L. Rees, of Napier, will contest the seat. [638,429,789,485]
tide-row [8,989,157,999]
divider [7,38,157,39]
